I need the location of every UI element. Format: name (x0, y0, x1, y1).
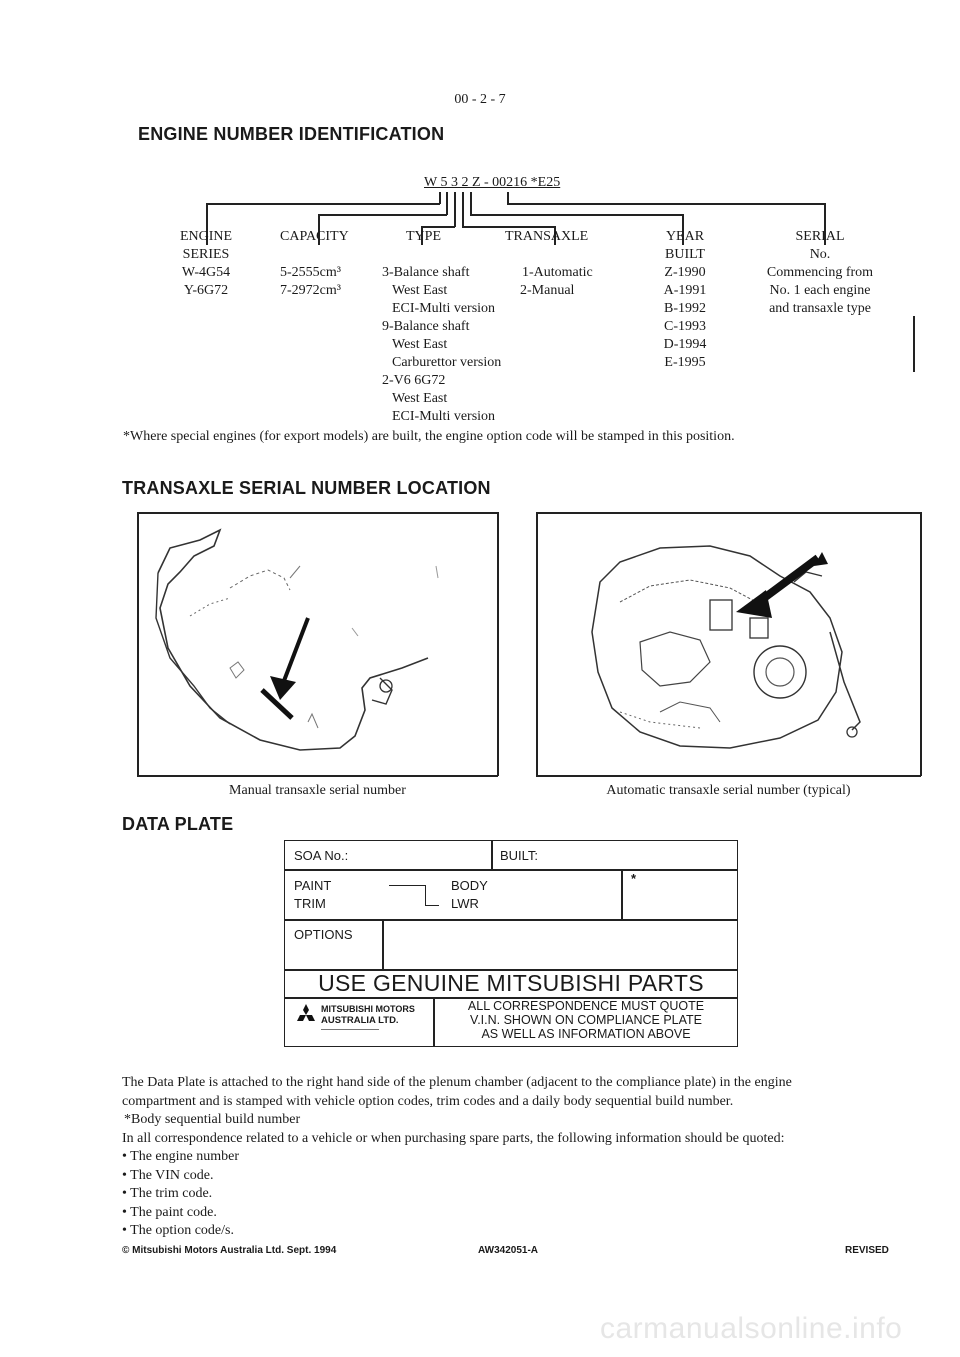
year-item: B-1992 (664, 301, 706, 316)
capacity-title: CAPACITY (280, 229, 349, 244)
engine-series-item: Y-6G72 (183, 283, 229, 298)
type-item: 9-Balance shaft (382, 319, 470, 334)
data-plate-description (122, 1074, 792, 1241)
type-column (382, 228, 501, 426)
plate-notice-line: ALL CORRESPONDENCE MUST QUOTE (467, 999, 705, 1013)
plate-lwr-label: LWR (451, 896, 479, 911)
paragraph-line: The Data Plate is attached to the right hand side of the plenum chamber (adjacent to the compliance plate) in the engine (122, 1075, 792, 1090)
plate-brand-line1: MITSUBISHI MOTORS (321, 1004, 415, 1014)
footer-doc-code: AW342051-A (478, 1245, 539, 1256)
bullet-item: • The paint code. (122, 1204, 217, 1220)
capacity-item: 5-2555cm³ (280, 265, 341, 280)
built-title: BUILT (665, 247, 705, 262)
type-item: West East (392, 391, 448, 406)
type-item: Carburettor version (392, 355, 502, 370)
serial-no-title: No. (809, 247, 831, 262)
plate-banner: USE GENUINE MITSUBISHI PARTS (318, 970, 704, 996)
export-note: *Where special engines (for export models) are built, the engine option code will be stamped in this position. (123, 429, 735, 444)
year-item: C-1993 (664, 319, 706, 334)
plate-notice-line: AS WELL AS INFORMATION ABOVE (481, 1027, 691, 1041)
heading-data-plate: DATA PLATE (122, 814, 234, 834)
year-built-column (650, 228, 720, 372)
plate-paint-label: PAINT (294, 878, 332, 893)
bullet-item: • The option code/s. (122, 1223, 234, 1238)
type-item: ECI-Multi version (392, 301, 496, 316)
year-item: D-1994 (663, 337, 707, 352)
plate-trim-label: TRIM (294, 896, 326, 911)
heading-engine-number: ENGINE NUMBER IDENTIFICATION (138, 124, 445, 144)
caption-automatic: Automatic transaxle serial number (typical) (606, 783, 851, 798)
year-item: E-1995 (664, 355, 706, 370)
series-title: SERIES (182, 247, 230, 262)
type-item: 2-V6 6G72 (382, 373, 446, 388)
bullet-item: • The engine number (122, 1149, 239, 1164)
footer-copyright: © Mitsubishi Motors Australia Ltd. Sept. 1994 (122, 1245, 337, 1256)
paragraph-line: compartment and is stamped with vehicle option codes, trim codes and a daily body sequential build number. (122, 1093, 734, 1109)
transaxle-item: 1-Automatic (522, 265, 593, 280)
serial-title: SERIAL (795, 229, 845, 244)
plate-notice-line: V.I.N. SHOWN ON COMPLIANCE PLATE (470, 1013, 702, 1027)
page-number: 00 - 2 - 7 (454, 92, 506, 107)
data-plate (284, 840, 738, 1047)
engine-series-column (166, 228, 246, 300)
plate-star: * (631, 871, 637, 886)
engine-series-item: W-4G54 (181, 265, 231, 280)
serial-item: No. 1 each engine (769, 283, 871, 298)
automatic-transaxle-drawing (560, 522, 880, 762)
heading-transaxle-serial: TRANSAXLE SERIAL NUMBER LOCATION (122, 478, 491, 498)
margin-bar (913, 316, 915, 372)
transaxle-item: 2-Manual (520, 283, 575, 298)
engine-number-code: W 5 3 2 Z - 00216 *E25 (424, 175, 561, 190)
plate-soa-label: SOA No.: (294, 848, 349, 863)
capacity-column (280, 228, 349, 300)
type-item: West East (392, 283, 448, 298)
year-item: Z-1990 (664, 265, 706, 280)
transaxle-column (505, 228, 593, 300)
year-item: A-1991 (663, 283, 707, 298)
type-title: TYPE (406, 229, 441, 244)
serial-item: Commencing from (766, 265, 874, 280)
bullet-item: • The trim code. (122, 1186, 213, 1201)
plate-notice (435, 999, 737, 1041)
watermark-text: carmanualsonline.info (600, 1312, 903, 1345)
plate-built-label: BUILT: (500, 848, 539, 863)
footer-status: REVISED (845, 1245, 889, 1256)
type-item: 3-Balance shaft (382, 265, 470, 280)
engine-title: ENGINE (179, 229, 233, 244)
type-item: West East (392, 337, 448, 352)
mitsubishi-logo-icon (294, 1003, 318, 1027)
manual-transaxle-drawing (140, 518, 495, 770)
bullet-item: • The VIN code. (122, 1167, 214, 1183)
transaxle-title: TRANSAXLE (505, 229, 589, 244)
plate-brand-line2: AUSTRALIA LTD. (321, 1015, 399, 1026)
capacity-item: 7-2972cm³ (280, 283, 341, 298)
plate-options-label: OPTIONS (294, 927, 353, 942)
type-item: ECI-Multi version (392, 409, 496, 424)
paragraph-line: In all correspondence related to a vehicle or when purchasing spare parts, the following information should be quoted: (122, 1130, 785, 1146)
year-title: YEAR (665, 229, 705, 244)
paragraph-line: *Body sequential build number (124, 1112, 301, 1127)
caption-manual: Manual transaxle serial number (229, 783, 406, 798)
serial-item: and transaxle type (769, 301, 871, 316)
plate-body-label: BODY (451, 878, 488, 893)
serial-column (740, 228, 900, 318)
